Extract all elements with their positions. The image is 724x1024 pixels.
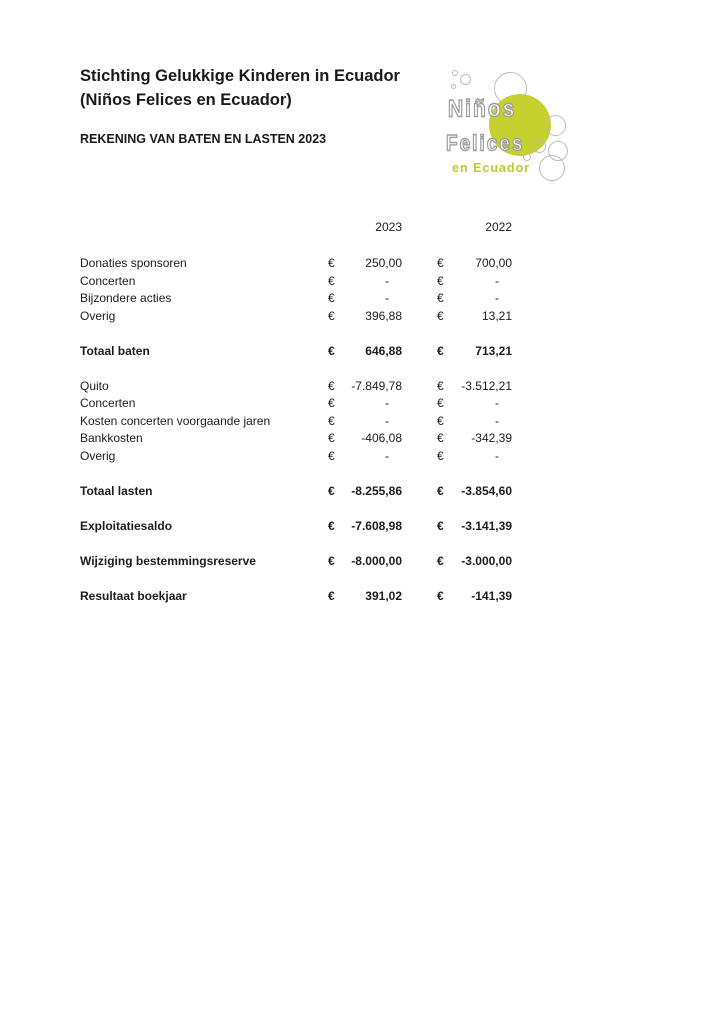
report-subtitle: REKENING VAN BATEN EN LASTEN 2023 xyxy=(80,132,327,146)
logo-bubble-icon xyxy=(460,74,471,85)
row-label: Wijziging bestemmingsreserve xyxy=(80,553,256,568)
currency-symbol: € xyxy=(437,256,444,271)
row-label: Quito xyxy=(80,378,109,393)
currency-symbol: € xyxy=(328,273,335,288)
row-label: Overig xyxy=(80,308,116,323)
value-2022: -141,39 xyxy=(471,588,512,603)
table-row xyxy=(80,307,515,325)
currency-symbol: € xyxy=(437,308,444,323)
currency-symbol: € xyxy=(328,308,335,323)
currency-symbol: € xyxy=(328,378,335,393)
ninos-felices-logo xyxy=(444,60,569,182)
value-2023: - xyxy=(385,396,389,411)
value-2023: 391,02 xyxy=(365,588,402,603)
logo-dot-icon xyxy=(530,122,543,135)
column-header-2022: 2022 xyxy=(485,220,512,234)
table-row-total-baten xyxy=(80,342,515,360)
currency-symbol: € xyxy=(437,378,444,393)
logo-bubble-icon xyxy=(539,155,565,181)
logo-bubble-icon xyxy=(545,115,566,136)
currency-symbol: € xyxy=(437,518,444,533)
row-label: Totaal baten xyxy=(80,343,150,358)
row-label: Overig xyxy=(80,448,116,463)
row-label: Exploitatiesaldo xyxy=(80,518,173,533)
row-label: Totaal lasten xyxy=(80,483,153,498)
table-header-row xyxy=(80,218,515,236)
table-row-total-lasten xyxy=(80,482,515,500)
value-2022: 713,21 xyxy=(475,343,512,358)
value-2023: 396,88 xyxy=(365,308,402,323)
value-2022: -3.141,39 xyxy=(461,518,512,533)
value-2023: -406,08 xyxy=(361,431,402,446)
value-2022: -3.512,21 xyxy=(461,378,512,393)
currency-symbol: € xyxy=(437,396,444,411)
currency-symbol: € xyxy=(328,396,335,411)
value-2022: 13,21 xyxy=(481,308,512,323)
currency-symbol: € xyxy=(437,483,444,498)
currency-symbol: € xyxy=(437,431,444,446)
value-2023: -7.608,98 xyxy=(351,518,402,533)
column-header-2023: 2023 xyxy=(375,220,402,234)
logo-text-ninos: Niños xyxy=(448,96,517,123)
row-label: Concerten xyxy=(80,273,136,288)
value-2023: - xyxy=(385,448,389,463)
currency-symbol: € xyxy=(328,518,335,533)
value-2023: -8.000,00 xyxy=(351,553,402,568)
currency-symbol: € xyxy=(437,553,444,568)
currency-symbol: € xyxy=(328,343,335,358)
table-row xyxy=(80,377,515,395)
value-2022: -342,39 xyxy=(471,431,512,446)
currency-symbol: € xyxy=(328,448,335,463)
value-2022: -3.000,00 xyxy=(461,553,512,568)
page-title xyxy=(80,64,400,112)
currency-symbol: € xyxy=(328,256,335,271)
table-row xyxy=(80,272,515,290)
currency-symbol: € xyxy=(437,343,444,358)
currency-symbol: € xyxy=(328,431,335,446)
title-line-1: Stichting Gelukkige Kinderen in Ecuador xyxy=(80,67,400,85)
table-row xyxy=(80,290,515,308)
row-label: Concerten xyxy=(80,396,136,411)
currency-symbol: € xyxy=(328,588,335,603)
row-label: Resultaat boekjaar xyxy=(80,588,187,603)
value-2022: - xyxy=(495,273,499,288)
logo-bubble-icon xyxy=(533,140,546,153)
value-2023: 646,88 xyxy=(365,343,402,358)
currency-symbol: € xyxy=(437,291,444,306)
row-label: Bankkosten xyxy=(80,431,143,446)
value-2022: - xyxy=(495,396,499,411)
currency-symbol: € xyxy=(328,291,335,306)
value-2022: -3.854,60 xyxy=(461,483,512,498)
row-label: Donaties sponsoren xyxy=(80,256,187,271)
currency-symbol: € xyxy=(437,588,444,603)
table-row xyxy=(80,447,515,465)
value-2023: - xyxy=(385,291,389,306)
currency-symbol: € xyxy=(328,413,335,428)
logo-bubble-icon xyxy=(452,70,458,76)
value-2022: - xyxy=(495,291,499,306)
currency-symbol: € xyxy=(437,413,444,428)
value-2022: 700,00 xyxy=(475,256,512,271)
table-row xyxy=(80,430,515,448)
table-row-exploitatiesaldo xyxy=(80,517,515,535)
currency-symbol: € xyxy=(437,448,444,463)
value-2023: -7.849,78 xyxy=(351,378,402,393)
table-row-resultaat-boekjaar xyxy=(80,587,515,605)
income-expense-table xyxy=(80,218,515,605)
table-row xyxy=(80,255,515,273)
value-2023: - xyxy=(385,413,389,428)
logo-text-en-ecuador: en Ecuador xyxy=(452,161,531,175)
table-row xyxy=(80,412,515,430)
table-row-wijziging-bestemmingsreserve xyxy=(80,552,515,570)
title-line-2: (Niños Felices en Ecuador) xyxy=(80,91,292,109)
value-2023: - xyxy=(385,273,389,288)
row-label: Kosten concerten voorgaande jaren xyxy=(80,413,271,428)
logo-text-felices: Felices xyxy=(446,132,525,157)
value-2022: - xyxy=(495,448,499,463)
currency-symbol: € xyxy=(328,483,335,498)
value-2023: -8.255,86 xyxy=(351,483,402,498)
logo-bubble-icon xyxy=(451,84,456,89)
table-row xyxy=(80,395,515,413)
currency-symbol: € xyxy=(437,273,444,288)
value-2023: 250,00 xyxy=(365,256,402,271)
currency-symbol: € xyxy=(328,553,335,568)
value-2022: - xyxy=(495,413,499,428)
row-label: Bijzondere acties xyxy=(80,291,172,306)
